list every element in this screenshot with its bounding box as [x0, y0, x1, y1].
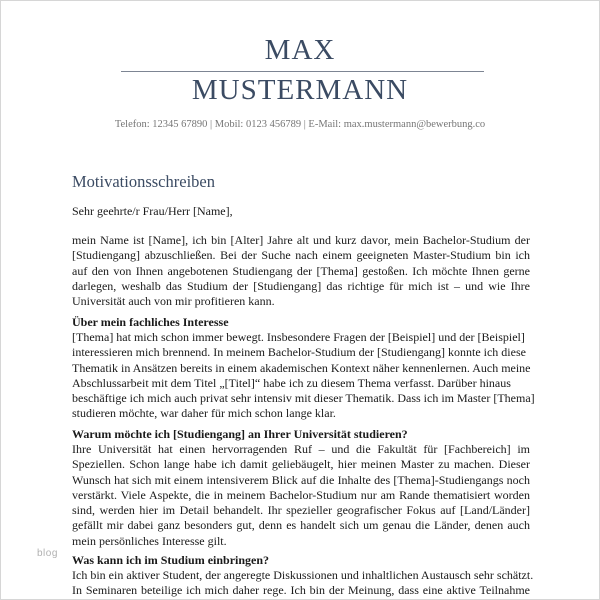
name-divider	[121, 71, 484, 72]
section-paragraph-interest	[72, 330, 535, 422]
text-line: studieren möchte, war daher für mich schon lange klar.	[72, 406, 336, 421]
watermark: blog	[37, 548, 58, 559]
text-line: auf den von Ihnen angebotenen Studiengang der [Thema] gestoßen. Ich möchte Ihnen gerne	[72, 263, 530, 278]
text-line: Abschlussarbeit mit dem Titel „[Titel]“ habe ich zu diesem Thema verfasst. Darüber hinaus	[72, 375, 511, 390]
text-line: mein Name ist [Name], ich bin [Alter] Jahre alt und kurz davor, mein Bachelor-Studium der	[72, 233, 530, 247]
salutation: Sehr geehrte/r Frau/Herr [Name],	[72, 204, 233, 218]
text-line: mein persönliches Interesse gilt.	[72, 533, 227, 548]
text-line: [Studiengang] abzuschließen. Bei der Suche nach einem geeigneten Master-Studium bin ich	[72, 248, 530, 263]
letter-title: Motivationsschreiben	[72, 172, 215, 191]
name-first: MAX	[264, 34, 336, 66]
text-line: beschäftige ich mich auch privat sehr intensiv mit dieser Thematik. Dass ich im Master [Thema]	[72, 391, 535, 406]
text-line: verstärkt. Viele Aspekte, die in meinem Bachelor-Studium nur am Rande thematisiert worden	[72, 487, 530, 502]
intro-paragraph	[72, 233, 530, 309]
text-line: Ihre Universität hat einen hervorragenden Ruf – und die Fakultät für [Fachbereich] im	[72, 442, 530, 456]
section-heading-interest: Über mein fachliches Interesse	[72, 315, 229, 329]
text-line: Universität auch von mir profitieren kann.	[72, 294, 275, 309]
text-line: interessieren mich brennend. In meinem Bachelor-Studium der [Studiengang] konnte ich diese	[72, 345, 526, 360]
name-last: MUSTERMANN	[191, 74, 409, 106]
text-line: Speziellen. Schon lange habe ich damit geliebäugelt, hier meinen Master zu machen. Dieser	[72, 457, 530, 472]
contact-line: Telefon: 12345 67890 | Mobil: 0123 456789 | E-Mail: max.mustermann@bewerbung.co	[114, 119, 486, 130]
text-line: Ich bin ein aktiver Student, der angeregte Diskussionen und inhaltlichen Austausch sehr schätzt.	[72, 568, 534, 582]
text-line: Wunsch hat sich mit einem intensiverem Blick auf die Inhalte des [Thema]-Studiengangs noch	[72, 472, 530, 487]
section-heading-why: Warum möchte ich [Studiengang] an Ihrer Universität studieren?	[72, 427, 408, 441]
text-line: sind, werden hier im Detail behandelt. Ihr spezieller geografischer Fokus auf [Land/Länder]	[72, 503, 530, 518]
text-line: [Thema] hat mich schon immer bewegt. Insbesondere Fragen der [Beispiel] und der [Beispiel]	[72, 330, 525, 344]
text-line: gefällt mir dabei ganz besonders gut, denn es handelt sich um genau die Länder, denen auch	[72, 518, 530, 533]
section-paragraph-why	[72, 442, 530, 549]
text-line: darlegen, weshalb das Studium der [Studiengang] das richtige für mich ist – und wie Ihre	[72, 278, 530, 293]
text-line: Thematik in Ansätzen bereits in einem akademischen Kontext näher kennenlernen. Auch meine	[72, 360, 531, 375]
text-line: In Seminaren beteilige ich mich daher rege. Ich bin der Meinung, dass eine aktive Teilnahme	[72, 583, 530, 598]
section-paragraph-contribution	[72, 568, 534, 599]
section-heading-contribution: Was kann ich im Studium einbringen?	[72, 553, 270, 567]
